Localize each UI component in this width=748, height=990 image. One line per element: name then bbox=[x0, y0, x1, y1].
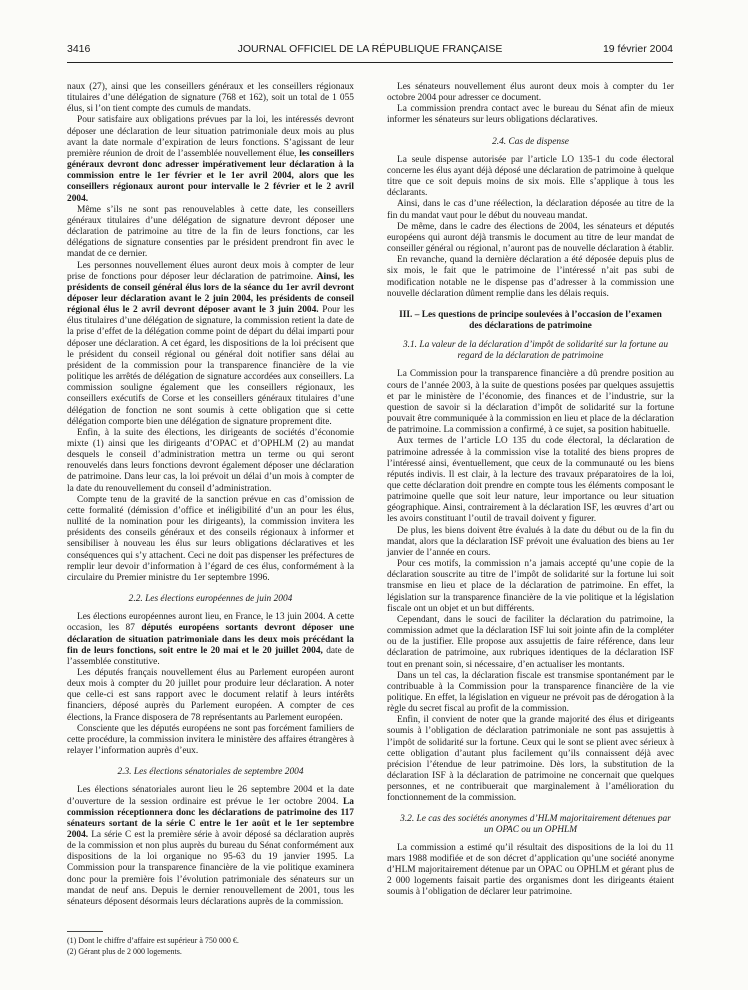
paragraph: Enfin, à la suite des élections, les dirigeants de sociétés d’économie mixte (1) ainsi que les dirigeants d’OPAC et d’OPHLM (2) au mandat desquels le conseil d’administration mettra un terme ou qui seront renouvelés dans leurs fonctions devront également déposer une déclaration de patrimoine. Dans leur cas, la loi prévoit un délai d’un mois à compter de la date du renouvellement du conseil d’administration. bbox=[67, 427, 354, 494]
paragraph: Dans un tel cas, la déclaration fiscale est transmise spontanément par le contribuable à la Commission pour la transparence financière de la vie politique. En effet, la législation en vigueur ne prévoit pas de dérogation à la règle du secret fiscal au profit de la commission. bbox=[387, 670, 674, 715]
paragraph: En revanche, quand la dernière déclaration a été déposée depuis plus de six mois, le fait que le patrimoine de l’intéressé n’ait pas subi de modification notable ne le dispense pas d’adresser à la commission une nouvelle déclaration dûment remplie dans les délais requis. bbox=[387, 255, 674, 299]
paragraph: Ainsi, dans le cas d’une réélection, la déclaration déposée au titre de la fin du mandat vaut pour le début du nouveau mandat. bbox=[387, 199, 674, 221]
paragraph: De plus, les biens doivent être évalués à la date du début ou de la fin du mandat, alors que la déclaration ISF prévoit une évaluation des biens au 1er janvier de l’année en cours. bbox=[387, 525, 674, 558]
paragraph: Pour ces motifs, la commission n’a jamais accepté qu’une copie de la déclaration souscrite au titre de l’impôt de solidarité sur la fortune lui soit transmise en lieu et place de la déclaration de patrimoine. En effet, la législation sur la transparence financière de la vie politique et la législation fiscale ont un objet et un but différents. bbox=[387, 559, 674, 614]
paragraph: Enfin, il convient de noter que la grande majorité des élus et dirigeants soumis à l’obligation de déclaration patrimoniale ne sont pas assujettis à l’impôt de solidarité sur la fortune. Ceux qui le sont se plient avec sérieux à cette obligation d’autant plus facilement qu’ils connaissent déjà avec précision l’étendue de leur patrimoine. Dès lors, la substitution de la déclaration ISF à la déclaration de patrimoine ne concernait que quelques personnes, et ne contribuerait que marginalement à l’amélioration du fonctionnement de la commission. bbox=[387, 715, 674, 804]
paragraph: Consciente que les députés européens ne sont pas forcément familiers de cette procédure, la commission invitera le ministère des affaires étrangères à relayer l’information auprès d’eux. bbox=[67, 723, 354, 757]
paragraph: La Commission pour la transparence financière a dû prendre position au cours de l’année 2003, à la suite de questions posées par quelques assujettis et par le ministère de l’économie, des finances et de l’industrie, sur la question de savoir si la déclaration d’impôt de solidarité sur la fortune pouvait être communiquée à la commission en lieu et place de la déclaration de patrimoine. La commission a confirmé, à ce sujet, sa position habituelle. bbox=[387, 369, 674, 436]
right-column bbox=[387, 82, 674, 899]
paragraph: La commission a estimé qu’il résultait des dispositions de la loi du 11 mars 1988 modifiée et de son décret d’application qu’une société anonyme d’HLM majoritairement détenue par un OPAC ou OPHLM et gérant plus de 2 000 logements faisait partie des organismes dont les dirigeants étaient soumis à l’obligation de déclarer leur patrimoine. bbox=[387, 842, 674, 898]
section-heading: 3.1. La valeur de la déclaration d’impôt de solidarité sur la fortune au regard de la déclaration de patrimoine bbox=[402, 340, 669, 362]
left-column bbox=[67, 82, 354, 908]
paragraph: Aux termes de l’article LO 135 du code électoral, la déclaration de patrimoine adressée à la commission vise la totalité des biens propres de l’intéressé ainsi, éventuellement, que ceux de la communauté ou les biens réputés indivis. Il est clair, à la lecture des travaux préparatoires de la loi, que cette déclaration doit prendre en compte tous les éléments composant le patrimoine quelle que soit leur nature, leur importance ou leur situation géographique. Ainsi, contrairement à la déclaration ISF, les œuvres d’art ou les avoirs constituant l’outil de travail doivent y figurer. bbox=[387, 436, 674, 525]
paragraph: naux (27), ainsi que les conseillers généraux et les conseillers régionaux titulaires d’une délégation de signature (768 et 162), soit un total de 1 055 élus, si l’on tient compte des cumuls de mandats. bbox=[67, 82, 354, 115]
paragraph: La commission prendra contact avec le bureau du Sénat afin de mieux informer les sénateurs sur leurs obligations déclaratives. bbox=[387, 104, 674, 126]
section-heading: 2.4. Cas de dispense bbox=[492, 136, 569, 147]
footnote-rule bbox=[67, 931, 103, 932]
paragraph: Pour satisfaire aux obligations prévues par la loi, les intéressés devront déposer une déclaration de leur situation patrimoniale deux mois au plus avant la date normale d’expiration de leurs fonctions. S’agissant de leur première réunion de droit de l’assemblée nouvellement élue, les conseillers généraux devront donc adresser impérativement leur déclaration à la commission entre le 1er février et le 1er avril 2004, alors que les conseillers régionaux auront pour intervalle le 2 février et le 2 avril 2004. bbox=[67, 115, 354, 204]
footnote-1: (1) Dont le chiffre d’affaire est supérieur à 750 000 €. bbox=[67, 936, 239, 945]
part-heading: III. – Les questions de principe soulevées à l’occasion de l’examen des déclarations de patrimoine bbox=[399, 309, 662, 331]
page-header bbox=[67, 43, 673, 59]
paragraph: Les députés français nouvellement élus au Parlement européen auront deux mois à compter du 20 juillet pour produire leur déclaration. A noter que celle-ci est sans rapport avec le document relatif à leurs intérêts financiers, déposé auprès du Parlement européen. A compter de ces élections, la France disposera de 78 représentants au Parlement européen. bbox=[67, 667, 354, 723]
section-heading: 3.2. Le cas des sociétés anonymes d’HLM majoritairement détenues par un OPAC ou un OPHLM bbox=[400, 813, 671, 835]
paragraph: Les élections sénatoriales auront lieu le 26 septembre 2004 et la date d’ouverture de la session ordinaire est prévue le 1er octobre 2004. La commission réceptionnera donc les déclarations de patrimoine des 117 sénateurs sortant de la série C entre le 1er août et le 1er septembre 2004. La série C est la première série à avoir déposé sa déclaration auprès de la commission et non plus auprès du bureau du Sénat conformément aux dispositions de la loi organique no 95-63 du 19 janvier 1995. La Commission pour la transparence financière de la vie politique examinera donc pour la première fois l’évolution patrimoniale des sénateurs sur un mandat de neuf ans. Depuis le dernier renouvellement de 2001, tous les sénateurs déposent désormais leurs déclarations auprès de la commission. bbox=[67, 785, 354, 907]
issue-date: 19 février 2004 bbox=[602, 43, 673, 55]
header-rule bbox=[67, 62, 673, 63]
paragraph: Compte tenu de la gravité de la sanction prévue en cas d’omission de cette formalité (démission d’office et inéligibilité d’un an pour les élus, nullité de la nomination pour les dirigeants), la commission invitera les présidents des conseils généraux et des conseils régionaux à informer et sensibiliser à nouveau les élus sur leurs obligations déclaratives et les conséquences qui s’y attachent. Ceci ne doit pas dispenser les préfectures de remplir leur devoir d’information à l’égard de ces élus, conformément à la circulaire du Premier ministre du 1er septembre 1996. bbox=[67, 494, 354, 583]
paragraph: De même, dans le cadre des élections de 2004, les sénateurs et députés européens qui auront déjà transmis le document au titre de leur mandat de conseiller général ou régional, n’auront pas de nouvelle déclaration à établir. bbox=[387, 221, 674, 255]
paragraph: Les sénateurs nouvellement élus auront deux mois à compter du 1er octobre 2004 pour adresser ce document. bbox=[387, 82, 674, 104]
paragraph: Les personnes nouvellement élues auront deux mois à compter de leur prise de fonctions pour déposer leur déclaration de patrimoine. Ainsi, les présidents de conseil général élus lors de la séance du 1er avril devront déposer leur déclaration avant le 2 juin 2004, les présidents de conseil régional élus le 2 avril devront déposer avant le 3 juin 2004. Pour les élus titulaires d’une délégation de signature, la commission retient la date de la prise d’effet de la délégation comme point de départ du délai imparti pour déposer une déclaration. A cet égard, les dispositions de la loi précisent que le président du conseil régional ou général doit notifier sans délai au président de la commission pour la transparence financière de la vie politique les arrêtés de délégation de signature accordées aux conseillers. La commission souligne également que les conseillers régionaux, les conseillers exécutifs de Corse et les conseillers généraux titulaires d’une délégation de fonction ne sont soumis à cette obligation que si cette délégation comporte bien une délégation de signature proprement dite. bbox=[67, 260, 355, 427]
footnotes bbox=[67, 931, 354, 957]
section-heading: 2.2. Les élections européennes de juin 2004 bbox=[128, 594, 293, 605]
page-number: 3416 bbox=[67, 43, 91, 55]
paragraph: La seule dispense autorisée par l’article LO 135-1 du code électoral concerne les élus ayant déjà déposé une déclaration de patrimoine à quelque titre que ce soit depuis moins de six mois. Elle s’applique à tous les déclarants. bbox=[387, 154, 674, 199]
paragraph: Cependant, dans le souci de faciliter la déclaration du patrimoine, la commission admet que la déclaration ISF lui soit jointe afin de la compléter ou de la justifier. Elle propose aux assujettis de faire référence, dans leur déclaration de patrimoine, aux rubriques identiques de la déclaration ISF tout en prenant soin, si nécessaire, d’en actualiser les montants. bbox=[387, 614, 674, 670]
paragraph: Les élections européennes auront lieu, en France, le 13 juin 2004. A cette occasion, les 87 députés européens sortants devront déposer une déclaration de situation patrimoniale dans les deux mois précédant la fin de leurs fonctions, soit entre le 20 mai et le 20 juillet 2004, date de l’assemblée constitutive. bbox=[67, 612, 354, 667]
footnote-2: (2) Gérant plus de 2 000 logements. bbox=[67, 947, 182, 956]
journal-title: JOURNAL OFFICIEL DE LA RÉPUBLIQUE FRANÇAISE bbox=[237, 43, 503, 55]
section-heading: 2.3. Les élections sénatoriales de septembre 2004 bbox=[117, 767, 304, 778]
paragraph: Même s’ils ne sont pas renouvelables à cette date, les conseillers généraux titulaires d’une délégation de signature devront déposer une déclaration de patrimoine au titre de la fin de leurs fonctions, car les délégations de signature consenties par le président prendront fin avec le mandat de ce dernier. bbox=[67, 204, 354, 260]
